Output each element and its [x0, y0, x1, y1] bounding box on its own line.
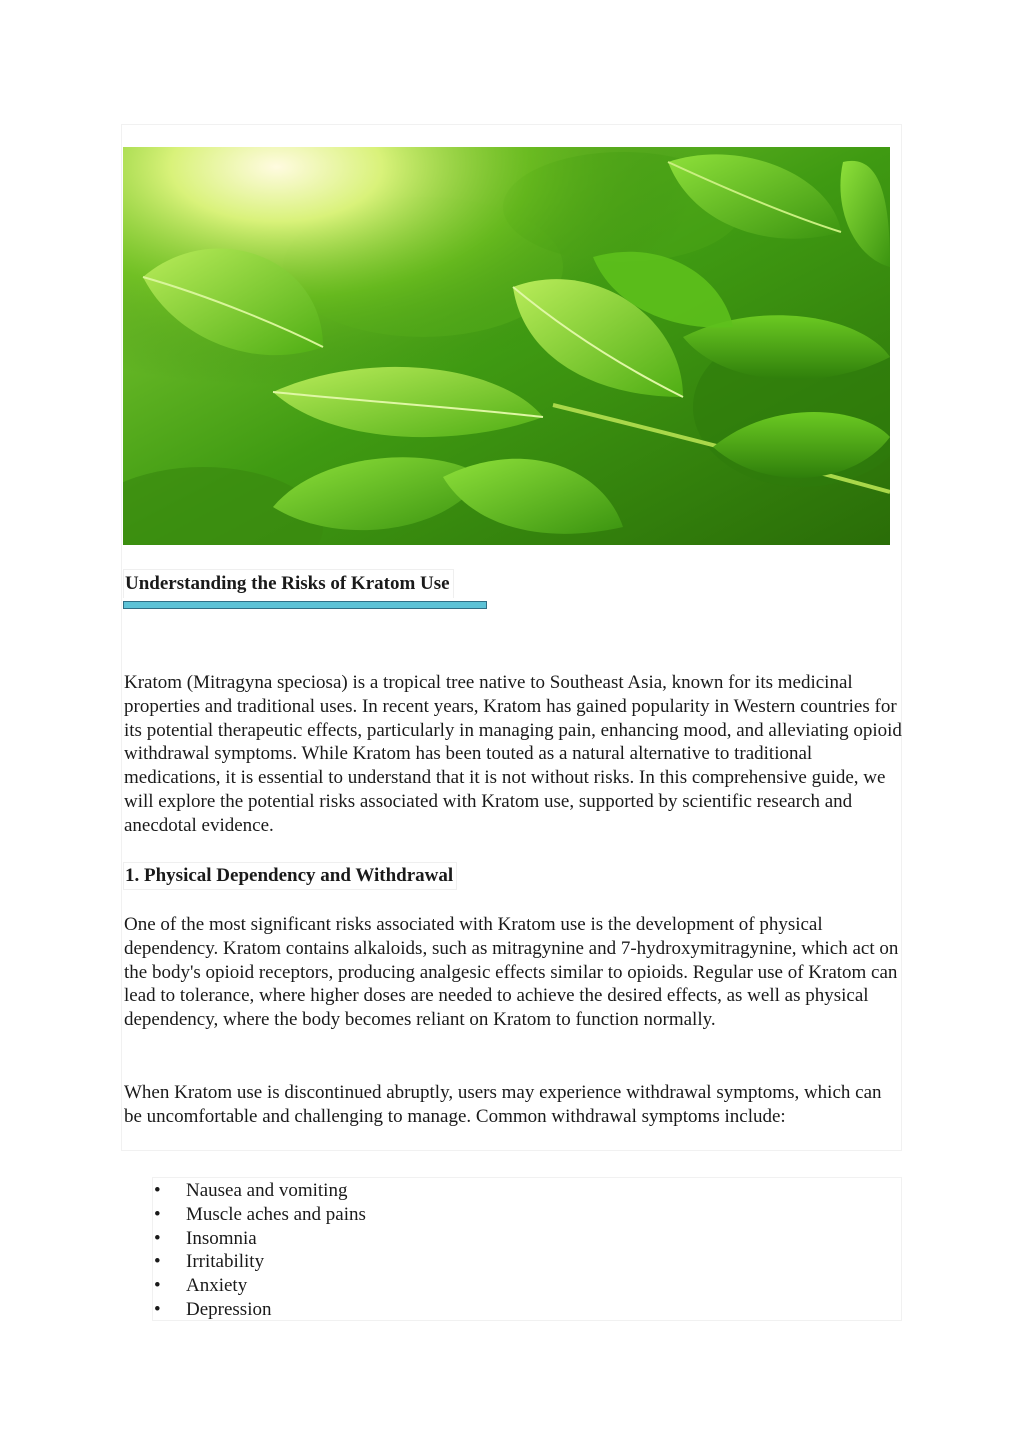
- list-item: • Insomnia: [152, 1227, 366, 1251]
- title-underline: [123, 601, 487, 609]
- list-item: • Anxiety: [152, 1274, 366, 1298]
- list-item: • Depression: [152, 1298, 366, 1322]
- symptom-list: [152, 1179, 366, 1322]
- kratom-leaves-image: [123, 147, 890, 545]
- dependency-paragraph: One of the most significant risks associated with Kratom use is the development of physical dependency. Kratom contains alkaloids, such as mitragynine and 7-hydroxymitragynine, which act on the body's opioid receptors, producing analgesic effects similar to opioids. Regular use of Kratom can lead to tolerance, where higher doses are needed to achieve the desired effects, as well as physical dependency, where the body becomes reliant on Kratom to function normally.: [124, 914, 899, 1031]
- section-heading: 1. Physical Dependency and Withdrawal: [123, 862, 457, 890]
- list-item: • Irritability: [152, 1250, 366, 1274]
- list-item: • Nausea and vomiting: [152, 1179, 366, 1203]
- page-title: Understanding the Risks of Kratom Use: [123, 569, 454, 598]
- intro-paragraph: Kratom (Mitragyna speciosa) is a tropical tree native to Southeast Asia, known for its medicinal properties and traditional uses. In recent years, Kratom has gained popularity in Western countries for its potential therapeutic effects, particularly in managing pain, enhancing mood, and alleviating opioid withdrawal symptoms. While Kratom has been touted as a natural alternative to traditional medications, it is essential to understand that it is not without risks. In this comprehensive guide, we will explore the potential risks associated with Kratom use, supported by scientific research and anecdotal evidence.: [124, 672, 902, 836]
- withdrawal-paragraph: When Kratom use is discontinued abruptly, users may experience withdrawal symptoms, which can be uncomfortable and challenging to manage. Common withdrawal symptoms include:: [124, 1082, 882, 1127]
- list-item: • Muscle aches and pains: [152, 1203, 366, 1227]
